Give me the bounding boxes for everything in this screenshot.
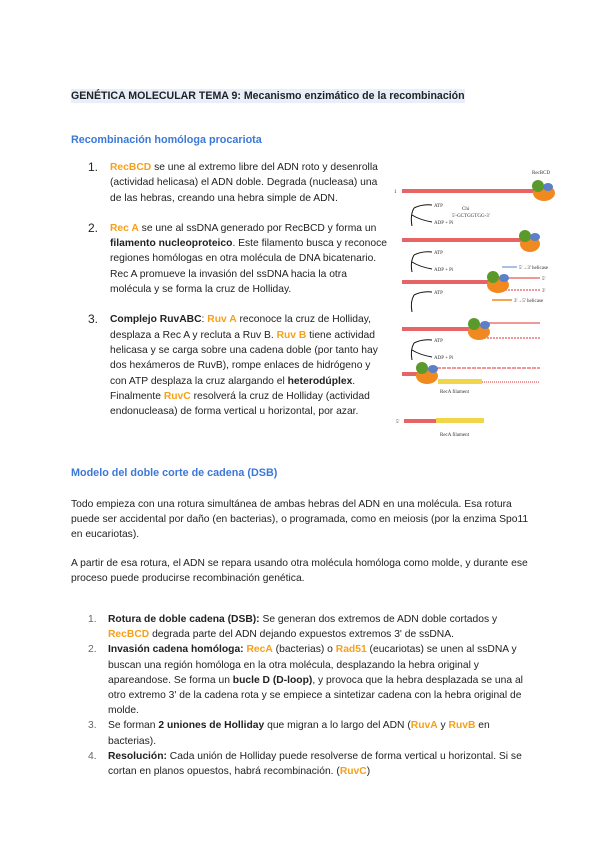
list-item — [88, 312, 388, 419]
text-run: resolverá la cruz de Holliday (actividad endonucleasa) de forma vertical u horizontal, por azar. — [110, 390, 370, 418]
enzyme-highlight: Rec A — [110, 222, 139, 234]
text-run: y — [437, 720, 449, 732]
end-label: 5' — [396, 420, 400, 425]
section-heading-dsb: Modelo del doble corte de cadena (DSB) — [71, 467, 278, 479]
text-run: . Finalmente — [110, 375, 356, 402]
reca-filament — [438, 379, 482, 384]
atp-arrow-4 — [411, 339, 454, 361]
text-run: se une al ssDNA generado por RecBCD y forma un — [138, 222, 377, 234]
text-run: tiene actividad helicasa y se carga sobre una cadena doble (por tanto hay dos hexámeros de RuvB), rompe enlaces de hidrógeno y con ATP desplaza la cruz alargando el — [110, 329, 378, 387]
text-run: Se generan dos extremos de ADN doble cortados y — [259, 614, 498, 625]
atp-label: ATP — [434, 251, 443, 256]
recombination-steps-list — [88, 160, 388, 434]
chi-sequence: 5'-GCTGGTGG-3' — [452, 214, 490, 219]
enzyme-label: RecBCD — [532, 171, 551, 176]
atp-arrow-2 — [411, 251, 549, 273]
text-run: Cada unión de Holliday puede resolverse de forma vertical u horizontal. Si se cortan en planos opuestos, habrá recombinación. ( — [108, 750, 522, 778]
text-run: reconoce la cruz de Holliday, desplaza a Rec A y recluta a Ruv B. — [110, 314, 371, 341]
bold-term: heterodúplex — [287, 375, 353, 387]
atp-arrow-3 — [411, 291, 443, 312]
dna-row-5 — [402, 362, 540, 395]
list-number: 3. — [88, 312, 99, 327]
text-run: : — [201, 314, 208, 326]
enzyme-highlight: Ruv A — [207, 314, 237, 326]
list-number: 2. — [88, 644, 97, 656]
list-number: 3. — [88, 720, 97, 732]
text-run: (eucariotas) se unen al ssDNA y buscan una región homóloga en la otra molécula, desplazando la hebra original y apareandose. Se forma un — [108, 644, 517, 686]
text-run: que migran a lo largo del ADN ( — [264, 720, 411, 732]
atp-arrow-1 — [411, 204, 454, 226]
list-number: 1. — [88, 614, 97, 625]
list-number: 2. — [88, 220, 99, 235]
list-item — [88, 749, 538, 779]
text-run: (bacterias) o — [272, 644, 336, 656]
enzyme-highlight: RuvA — [410, 720, 438, 732]
text-run: ) — [366, 766, 371, 778]
bold-term: bucle D (D-loop) — [232, 674, 313, 686]
text-run: . Este filamento busca y reconoce regiones homólogas en otra molécula de DNA bicatenario. Rec A promueve la invasión del ssDNA hacia la otra molécula y se forma la cruz de Holliday. — [110, 238, 387, 296]
text-run: se une al extremo libre del ADN roto y desenrolla (actividad helicasa) el ADN doble. Degrada (nucleasa) una de las hebras, creando una hebra simple de ADN. — [110, 162, 378, 204]
adp-label: ADP + Pi — [434, 268, 454, 273]
recbcd-mechanism-figure — [392, 160, 562, 445]
dsb-steps-list — [88, 612, 538, 779]
text-run: en bacterias). — [108, 720, 490, 747]
list-number: 1. — [88, 160, 99, 174]
filament-label: RecA filament — [440, 390, 470, 395]
text-run: Se forman — [108, 720, 159, 732]
enzyme-highlight: RuvB — [448, 720, 476, 732]
enzyme-highlight: RecBCD — [108, 629, 150, 641]
adp-label: ADP + Pi — [434, 356, 454, 361]
blue-arrow-label: 5'→3' helicase — [519, 266, 549, 271]
atp-label: ATP — [434, 339, 443, 344]
enzyme-highlight: Ruv B — [276, 329, 307, 341]
list-item — [88, 642, 538, 718]
chi-label: Chi — [462, 207, 470, 212]
filament-label: RecA filament — [440, 433, 470, 438]
bold-term: Invasión cadena homóloga: — [108, 644, 244, 656]
enzyme-highlight: Rad51 — [335, 644, 367, 656]
end-label: 3' — [542, 289, 546, 294]
end-label: 5' — [542, 277, 546, 282]
bold-term: Resolución: — [108, 750, 167, 762]
dna-row-1 — [394, 171, 555, 219]
dna-row-4 — [402, 318, 540, 340]
atp-label: ATP — [434, 291, 443, 296]
bold-term: Complejo RuvABC — [110, 314, 202, 326]
dna-row-2 — [402, 230, 540, 252]
text-run: , y provoca que la hebra desplazada se una al otro extremo 3' de la cadena rota y se empiece a sintetizar cadena con la hebra original de molde. — [108, 674, 523, 717]
text-run: degrada parte del ADN dejando expuestos extremos 3' de ssDNA. — [149, 629, 454, 641]
enzyme-highlight: RuvC — [339, 766, 367, 778]
enzyme-highlight: RecBCD — [110, 162, 152, 173]
list-number: 4. — [88, 750, 97, 762]
list-item — [88, 160, 388, 206]
adp-label: ADP + Pi — [434, 221, 454, 226]
dsdna — [402, 189, 537, 193]
bold-term: 2 uniones de Holliday — [158, 720, 265, 732]
list-item — [88, 612, 538, 642]
list-item — [88, 221, 388, 297]
enzyme-highlight: RuvC — [163, 390, 191, 402]
dna-row-3 — [402, 271, 546, 304]
dsb-intro-paragraph: Todo empieza con una rotura simultánea de ambas hebras del ADN en una molécula. Esa rotura puede ser accidental por daño (en bacterias), o programada, como en meiosis (por la enzima Spo11 en eucariotas). — [71, 499, 529, 540]
bold-term: filamento nucleoproteico — [110, 238, 233, 250]
svg-text:1: 1 — [394, 190, 397, 195]
dna-row-6 — [396, 418, 484, 438]
enzyme-highlight: RecA — [246, 644, 273, 656]
dsb-repair-paragraph: A partir de esa rotura, el ADN se repara usando otra molécula homóloga como molde, y durante ese proceso puede producirse recombinación genética. — [71, 558, 528, 584]
atp-label: ATP — [434, 204, 443, 209]
orange-arrow-label: 3'→5' helicase — [514, 299, 544, 304]
section-heading-procariota: Recombinación homóloga procariota — [71, 134, 262, 146]
list-item — [88, 718, 538, 748]
bold-term: Rotura de doble cadena (DSB): — [108, 614, 260, 625]
document-title: GENÉTICA MOLECULAR TEMA 9: Mecanismo enzimático de la recombinación — [71, 90, 465, 102]
